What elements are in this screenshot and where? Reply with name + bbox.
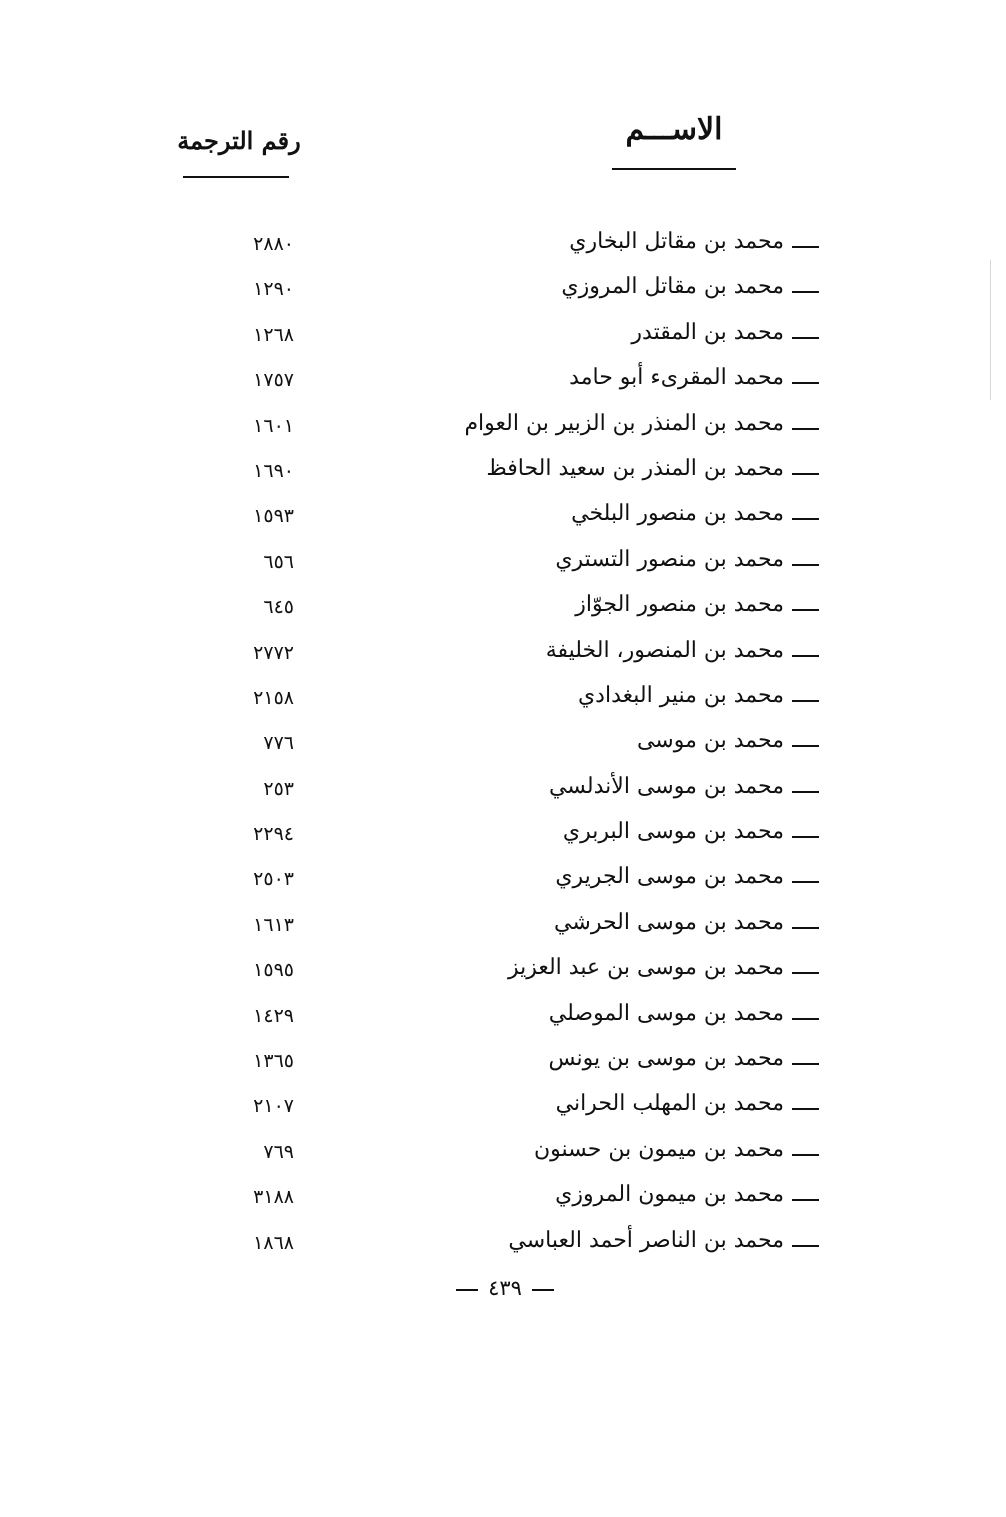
entry-name: محمد بن موسى بن يونس (548, 1046, 784, 1072)
entry-name: محمد بن موسى بن عبد العزيز (507, 955, 784, 981)
entry-number: ١٦٠١ (253, 414, 294, 437)
entry-number: ٣١٨٨ (253, 1186, 294, 1209)
entry-name: محمد بن المقتدر (631, 319, 784, 345)
entry-number: ٧٧٦ (263, 732, 294, 755)
entry-dash (792, 518, 819, 520)
list-item (0, 765, 1006, 810)
name-header-underline (612, 168, 736, 170)
entry-dash (792, 1199, 819, 1201)
list-item (0, 1037, 1006, 1082)
entry-dash (792, 473, 819, 475)
list-item (0, 1082, 1006, 1127)
entry-name: محمد بن موسى (636, 728, 784, 754)
entry-dash (792, 791, 819, 793)
entry-number: ٢١٥٨ (253, 686, 294, 709)
entry-name: محمد بن المنذر بن سعيد الحافظ (486, 455, 784, 481)
entry-name: محمد بن موسى الأندلسي (548, 773, 784, 799)
page-number-dash-right (532, 1289, 554, 1291)
name-column-header: الاســـم (625, 112, 723, 147)
list-item (0, 901, 1006, 946)
entry-number: ١٤٢٩ (253, 1004, 294, 1027)
list-item (0, 855, 1006, 900)
entry-dash (792, 564, 819, 566)
entry-dash (792, 745, 819, 747)
entry-dash (792, 881, 819, 883)
entry-number: ١٧٥٧ (253, 369, 294, 392)
entry-list (0, 220, 1006, 1264)
list-item (0, 1219, 1006, 1264)
list-item (0, 402, 1006, 447)
entry-dash (792, 927, 819, 929)
number-header-underline (183, 176, 289, 178)
entry-number: ٧٦٩ (263, 1140, 294, 1163)
entry-dash (792, 609, 819, 611)
entry-number: ١٦١٣ (253, 913, 294, 936)
page-number-dash-left (456, 1289, 478, 1291)
entry-dash (792, 1063, 819, 1065)
page-number-value: ٤٣٩ (488, 1276, 522, 1300)
entry-number: ١٢٩٠ (253, 278, 294, 301)
entry-name: محمد بن موسى الحرشي (554, 909, 784, 935)
translation-number-column-header: رقم الترجمة (177, 126, 301, 155)
entry-name: محمد بن منصور التستري (555, 546, 784, 572)
entry-name: محمد بن مقاتل البخاري (569, 229, 784, 254)
entry-number: ١٥٩٣ (253, 505, 294, 528)
list-item (0, 447, 1006, 492)
list-item (0, 492, 1006, 537)
entry-number: ٢٥٠٣ (253, 868, 294, 891)
entry-number: ٦٥٦ (263, 550, 294, 573)
entry-dash (792, 700, 819, 702)
entry-number: ١٦٩٠ (253, 459, 294, 482)
entry-name: محمد بن مقاتل المروزي (561, 274, 784, 300)
entry-dash (792, 291, 819, 293)
entry-dash (792, 1018, 819, 1020)
entry-name: محمد بن منير البغدادي (577, 682, 784, 708)
entry-dash (792, 1154, 819, 1156)
list-item (0, 810, 1006, 855)
entry-name: محمد بن ميمون بن حسنون (533, 1136, 784, 1162)
entry-name: محمد بن موسى الجريري (555, 864, 784, 890)
entry-number: ١٢٦٨ (253, 323, 294, 346)
entry-dash (792, 1108, 819, 1110)
entry-number: ٢٧٧٢ (253, 641, 294, 664)
entry-name: محمد المقرىء أبو حامد (569, 365, 784, 391)
list-item (0, 583, 1006, 628)
entry-name: محمد بن الناصر أحمد العباسي (508, 1227, 784, 1253)
entry-name: محمد بن موسى الموصلي (548, 1000, 784, 1026)
entry-name: محمد بن المنذر بن الزبير بن العوام (464, 410, 784, 436)
list-item (0, 220, 1006, 265)
entry-dash (792, 1245, 819, 1247)
entry-number: ٢٨٨٠ (253, 233, 294, 255)
entry-number: ٢١٠٧ (253, 1095, 294, 1118)
entry-dash (792, 246, 819, 248)
entry-number: ١٥٩٥ (253, 959, 294, 982)
entry-number: ٦٤٥ (263, 596, 294, 619)
list-item (0, 946, 1006, 991)
list-item (0, 1173, 1006, 1218)
entry-dash (792, 337, 819, 339)
page-number (420, 1270, 590, 1306)
entry-dash (792, 428, 819, 430)
entry-name: محمد بن موسى البربري (562, 819, 784, 845)
list-item (0, 719, 1006, 764)
list-item (0, 1128, 1006, 1173)
entry-dash (792, 836, 819, 838)
entry-dash (792, 382, 819, 384)
entry-number: ١٨٦٨ (253, 1231, 294, 1254)
entry-name: محمد بن المهلب الحراني (555, 1091, 784, 1117)
list-item (0, 265, 1006, 310)
entry-name: محمد بن منصور الجوّاز (575, 592, 784, 618)
entry-name: محمد بن ميمون المروزي (555, 1182, 784, 1208)
entry-number: ١٣٦٥ (253, 1050, 294, 1073)
entry-name: محمد بن منصور البلخي (571, 501, 784, 527)
entry-name: محمد بن المنصور، الخليفة (545, 637, 784, 663)
list-item (0, 629, 1006, 674)
list-item (0, 992, 1006, 1037)
entry-number: ٢٢٩٤ (253, 823, 294, 846)
entry-dash (792, 972, 819, 974)
entry-dash (792, 655, 819, 657)
entry-number: ٢٥٣ (263, 777, 294, 800)
list-item (0, 674, 1006, 719)
list-item (0, 311, 1006, 356)
list-item (0, 356, 1006, 401)
list-item (0, 538, 1006, 583)
